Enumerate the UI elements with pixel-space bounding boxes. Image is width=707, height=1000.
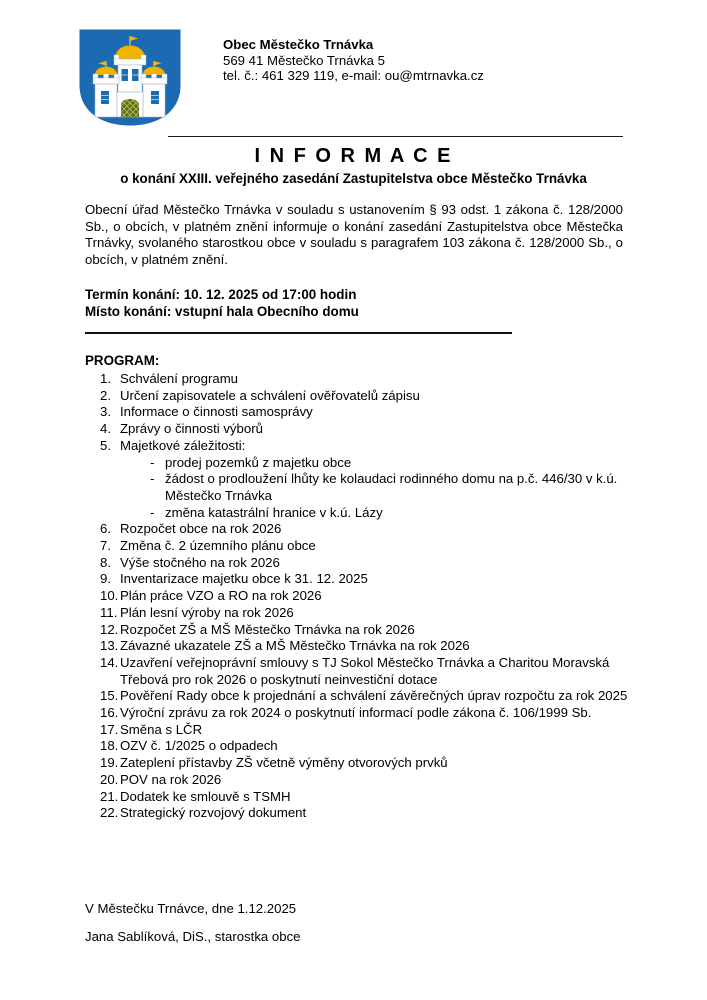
program-item (85, 705, 628, 722)
program-item-text: Výroční zprávu za rok 2024 o poskytnutí informací podle zákona č. 106/1999 Sb. (120, 705, 592, 721)
program-item-text: Majetkové záležitosti: (120, 437, 246, 453)
program-heading: PROGRAM: (85, 353, 160, 368)
program-item-text: Plán práce VZO a RO na rok 2026 (120, 588, 322, 604)
section-separator-line (85, 320, 512, 334)
letterhead (223, 37, 484, 84)
document-subtitle: o konání XXIII. veřejného zasedání Zastupitelstva obce Městečko Trnávka (120, 171, 587, 186)
intro-paragraph: Obecní úřad Městečko Trnávka v souladu s ustanovením § 93 odst. 1 zákona č. 128/2000 Sb., o obcích, v platném znění informuje o konání zasedání Zastupitelstva obce Městečka Trnávky, svolaného starostkou obce v souladu s paragrafem 103 zákona č. 128/2000 Sb., o obcích, v platném znění. (85, 202, 623, 267)
program-item-text: Dodatek ke smlouvě s TSMH (120, 788, 291, 804)
program-subitem-text: prodej pozemků z majetku obce (165, 454, 352, 470)
program-item (85, 638, 628, 655)
program-item-text: Rozpočet obce na rok 2026 (120, 521, 282, 537)
program-subitem-text: žádost o prodloužení lhůty ke kolaudaci rodinného domu na p.č. 446/30 v k.ú. Městečko Trnávka (165, 471, 618, 503)
program-item-number: 6. (100, 521, 111, 537)
program-item (85, 755, 628, 772)
program-item-text: Schválení programu (120, 371, 239, 386)
program-item (85, 722, 628, 739)
org-address: 569 41 Městečko Trnávka 5 (223, 52, 386, 68)
program-item-text: Určení zapisovatele a schválení ověřovatelů zápisu (120, 387, 420, 403)
program-item (85, 538, 628, 555)
program-item-text: OZV č. 1/2025 o odpadech (120, 738, 278, 754)
program-item-number: 16. (100, 705, 119, 721)
program-item-text: Informace o činnosti samosprávy (120, 404, 313, 420)
program-item-text: POV na rok 2026 (120, 771, 222, 787)
program-subitem (85, 471, 628, 504)
program-item-number: 19. (100, 755, 119, 771)
program-item-number: 15. (100, 688, 119, 704)
program-item-text: Zateplení přístavby ZŠ včetně výměny otvorových prvků (120, 755, 448, 771)
program-item-text: Výše stočného na rok 2026 (120, 554, 280, 570)
program-item (85, 438, 628, 455)
program-item (85, 421, 628, 438)
meeting-date-line: Termín konání: 10. 12. 2025 od 17:00 hodin (85, 287, 357, 302)
program-item-number: 12. (100, 621, 119, 637)
coat-of-arms-icon (78, 28, 182, 127)
program-item-number: 10. (100, 588, 119, 604)
program-item-number: 17. (100, 721, 119, 737)
program-item-number: 4. (100, 421, 111, 437)
program-item-number: 13. (100, 638, 119, 654)
program-item-text: Strategický rozvojový dokument (120, 805, 307, 821)
closing-block (85, 901, 301, 944)
program-item (85, 588, 628, 605)
program-item-text: Rozpočet ZŠ a MŠ Městečko Trnávka na rok 2026 (120, 621, 415, 637)
program-item-text: Závazné ukazatele ZŠ a MŠ Městečko Trnávka na rok 2026 (120, 638, 470, 654)
header-separator-line (168, 124, 623, 137)
program-item-text: Plán lesní výroby na rok 2026 (120, 604, 294, 620)
program-item (85, 738, 628, 755)
program-item (85, 404, 628, 421)
program-item (85, 789, 628, 806)
program-item (85, 772, 628, 789)
program-item (85, 371, 628, 388)
program-item (85, 622, 628, 639)
meeting-place-line: Místo konání: vstupní hala Obecního domu (85, 304, 359, 319)
program-item-text: Zprávy o činnosti výborů (120, 421, 263, 437)
program-item-text: Pověření Rady obce k projednání a schválení závěrečných úprav rozpočtu za rok 2025 (120, 688, 628, 704)
program-item-number: 18. (100, 738, 119, 754)
subitem-dash: - (150, 471, 155, 487)
program-item-number: 9. (100, 571, 111, 587)
program-item-text: Směna s LČR (120, 721, 203, 737)
place-and-date: V Městečku Trnávce, dne 1.12.2025 (85, 901, 297, 916)
program-item-number: 3. (100, 404, 111, 420)
program-item (85, 571, 628, 588)
program-subitem (85, 505, 628, 522)
program-item (85, 605, 628, 622)
subitem-dash: - (150, 454, 155, 470)
program-list (85, 371, 628, 822)
program-item (85, 655, 628, 688)
program-item (85, 688, 628, 705)
program-item-number: 14. (100, 654, 119, 670)
program-item-number: 7. (100, 538, 111, 554)
meeting-details (85, 286, 359, 320)
program-item-text: Změna č. 2 územního plánu obce (120, 538, 316, 554)
program-item-text: Uzavření veřejnoprávní smlouvy s TJ Sokol Městečko Trnávka a Charitou Moravská Třebová pro rok 2026 o poskytnutí neinvestiční dotace (120, 654, 610, 687)
program-item-number: 21. (100, 788, 119, 804)
program-item (85, 555, 628, 572)
org-name: Obec Městečko Trnávka (223, 37, 374, 52)
program-item-number: 22. (100, 805, 119, 821)
signature: Jana Sablíková, DiS., starostka obce (85, 929, 301, 944)
program-item-text: Inventarizace majetku obce k 31. 12. 2025 (120, 571, 368, 587)
program-item-number: 20. (100, 771, 119, 787)
program-item (85, 805, 628, 822)
document-title: I N F O R M A C E (254, 145, 453, 167)
program-subitem-text: změna katastrální hranice v k.ú. Lázy (165, 504, 383, 520)
program-item-number: 8. (100, 554, 111, 570)
org-contact: tel. č.: 461 329 119, e-mail: ou@mtrnavka.cz (223, 68, 484, 83)
program-item-number: 11. (100, 604, 118, 620)
subitem-dash: - (150, 504, 155, 520)
program-item (85, 521, 628, 538)
program-subitem (85, 455, 628, 472)
program-item (85, 388, 628, 405)
program-item-number: 2. (100, 387, 111, 403)
program-item-number: 5. (100, 437, 111, 453)
program-item-number: 1. (100, 371, 111, 386)
